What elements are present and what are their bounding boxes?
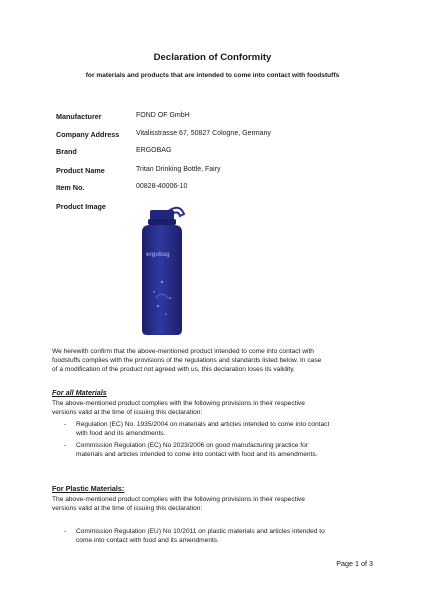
bullet-marker: -	[64, 528, 67, 535]
item-number-label: Item No.	[56, 183, 85, 192]
plastic-materials-heading: For Plastic Materials:	[52, 484, 125, 493]
bottle-brand-print: ergobag	[146, 252, 170, 258]
brand-label: Brand	[56, 147, 77, 156]
intro-line-3: of a modification of the product not agreed with us, this declaration loses its validity.	[52, 366, 295, 373]
bullet-marker: -	[64, 421, 67, 428]
product-name-label: Product Name	[56, 166, 105, 175]
bullet-text-line-1: Commission Regulation (EU) No 10/2011 on plastic materials and articles intended to	[76, 528, 325, 535]
all-materials-line-2: versions valid at the time of issuing this declaration:	[52, 409, 203, 416]
bullet-marker: -	[64, 442, 67, 449]
all-materials-heading: For all Materials	[52, 388, 107, 397]
intro-line-2: foodstuffs complies with the provisions of the regulations and standards listed below. In case	[52, 357, 322, 364]
document-subtitle: for materials and products that are intended to come into contact with foodstuffs	[85, 72, 340, 79]
document-title: Declaration of Conformity	[153, 52, 272, 63]
company-address-label: Company Address	[56, 130, 120, 139]
company-address-value: Vitalisstrasse 67, 50827 Cologne, Germany	[136, 130, 271, 137]
item-number-value: 00828-40006-10	[136, 183, 188, 190]
bullet-text-line-2: with food and its amendments.	[76, 430, 166, 437]
bottle-cap	[150, 210, 174, 220]
product-image-bottle	[110, 202, 210, 342]
brand-value: ERGOBAG	[136, 147, 172, 154]
all-materials-line-1: The above-mentioned product complies with the following provisions in their respective	[52, 400, 305, 407]
intro-line-1: We herewith confirm that the above-mentioned product intended to come into contact with	[52, 348, 314, 355]
plastic-materials-line-2: versions valid at the time of issuing this declaration:	[52, 505, 203, 512]
manufacturer-label: Manufacturer	[56, 112, 102, 121]
bullet-text-line-2: come into contact with food and its amendments.	[76, 537, 219, 544]
product-name-value: Tritan Drinking Bottle, Fairy	[136, 166, 221, 173]
manufacturer-value: FOND OF GmbH	[136, 112, 190, 119]
product-image-label: Product Image	[56, 202, 106, 211]
plastic-materials-line-1: The above-mentioned product complies with the following provisions in their respective	[52, 496, 305, 503]
bullet-text-line-2: materials and articles intended to come into contact with food and its amendments.	[76, 451, 318, 458]
page-number: Page 1 of 3	[336, 559, 373, 568]
bullet-text-line-1: Regulation (EC) No. 1935/2004 on materials and articles intended to come into contact	[76, 421, 330, 428]
bottle-body	[142, 225, 182, 335]
bullet-text-line-1: Commission Regulation (EC) No 2023/2006 on good manufacturing practice for	[76, 442, 309, 449]
